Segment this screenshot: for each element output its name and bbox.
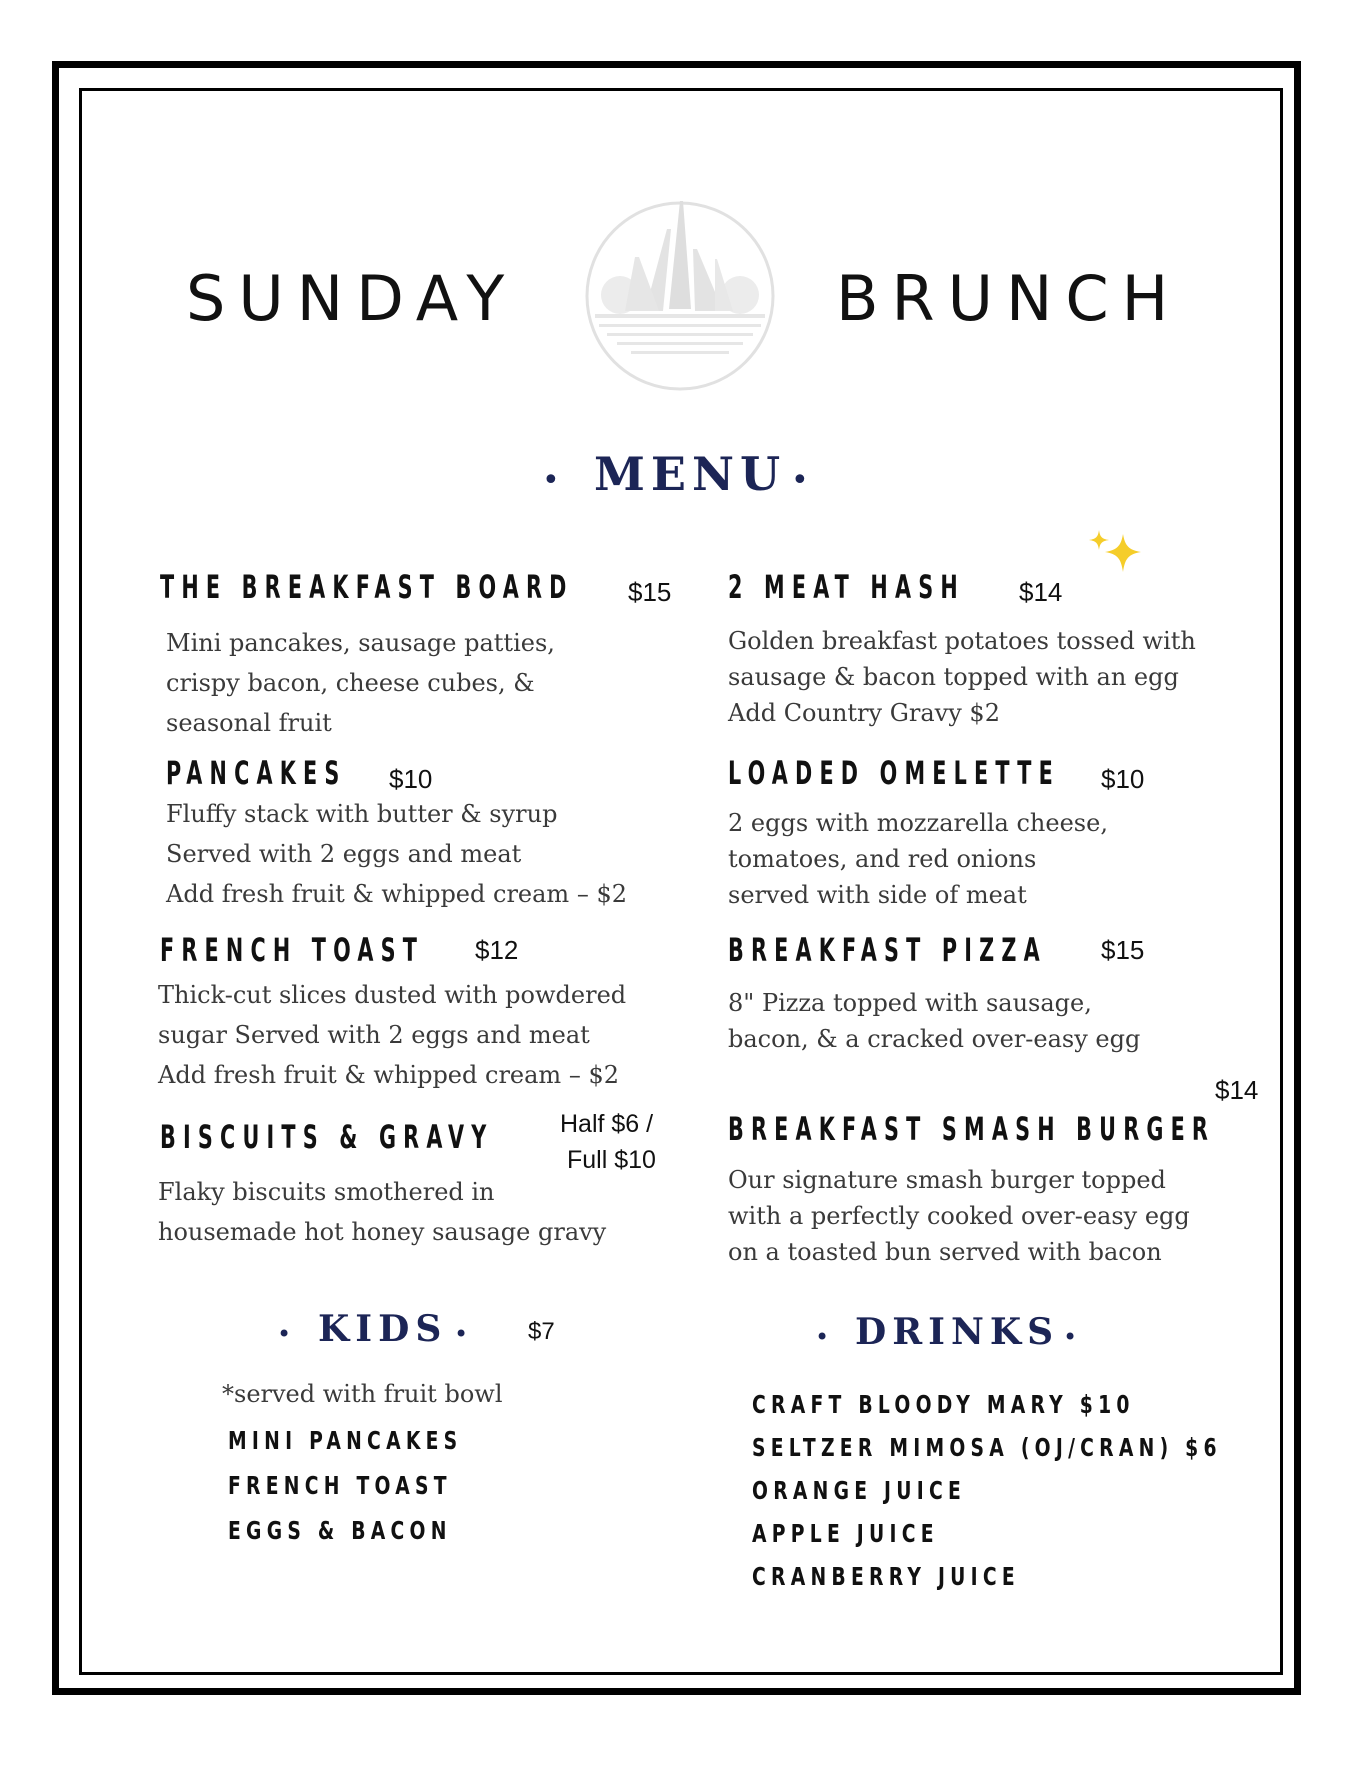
desc-smash-burger — [728, 1162, 1190, 1270]
item-name-meat-hash: 2 MEAT HASH — [728, 568, 965, 606]
desc-line: sugar Served with 2 eggs and meat — [158, 1021, 590, 1049]
drinks-bullet-right: • — [1063, 1323, 1078, 1351]
desc-line: Add fresh fruit & whipped cream – $2 — [158, 1061, 619, 1089]
kids-price: $7 — [528, 1318, 555, 1345]
sparkle-icon — [1085, 528, 1147, 578]
desc-breakfast-board — [166, 623, 555, 743]
price-loaded-omelette: $10 — [1101, 764, 1145, 794]
item-name-breakfast-pizza: BREAKFAST PIZZA — [728, 931, 1047, 969]
item-name-biscuits-gravy: BISCUITS & GRAVY — [160, 1118, 494, 1156]
desc-line: bacon, & a cracked over-easy egg — [728, 1025, 1141, 1053]
desc-breakfast-pizza — [728, 985, 1140, 1057]
price-meat-hash: $14 — [1019, 577, 1063, 607]
kids-item: FRENCH TOAST — [228, 1471, 452, 1500]
kids-heading: KIDS — [318, 1308, 448, 1350]
desc-line: Fluffy stack with butter & syrup — [166, 800, 558, 828]
drinks-item: ORANGE JUICE — [752, 1476, 967, 1505]
drinks-bullet-left: • — [815, 1323, 830, 1351]
item-name-pancakes: PANCAKES — [166, 754, 347, 792]
price-biscuits-gravy-half: Half $6 / — [560, 1110, 654, 1138]
price-smash-burger: $14 — [1215, 1075, 1259, 1105]
kids-bullet-left: • — [277, 1320, 292, 1348]
item-name-breakfast-board: THE BREAKFAST BOARD — [160, 568, 574, 606]
kids-note: *served with fruit bowl — [222, 1380, 503, 1408]
desc-line: Flaky biscuits smothered in — [158, 1178, 495, 1206]
desc-french-toast — [158, 975, 626, 1095]
menu-heading: MENU — [594, 447, 787, 501]
item-name-loaded-omelette: LOADED OMELETTE — [728, 754, 1060, 792]
kids-item: EGGS & BACON — [228, 1516, 452, 1545]
desc-loaded-omelette — [728, 805, 1108, 913]
desc-line: 8" Pizza topped with sausage, — [728, 989, 1092, 1017]
item-name-french-toast: FRENCH TOAST — [160, 931, 425, 969]
desc-line: seasonal fruit — [166, 709, 332, 737]
desc-line: Our signature smash burger topped — [728, 1166, 1166, 1194]
price-breakfast-pizza: $15 — [1101, 935, 1145, 965]
drinks-item: CRANBERRY JUICE — [752, 1562, 1020, 1591]
desc-line: Thick-cut slices dusted with powdered — [158, 981, 627, 1009]
desc-line: 2 eggs with mozzarella cheese, — [728, 809, 1108, 837]
desc-line: Golden breakfast potatoes tossed with — [728, 627, 1196, 655]
desc-line: sausage & bacon topped with an egg — [728, 663, 1179, 691]
sailboat-logo-icon — [583, 199, 777, 393]
desc-line: crispy bacon, cheese cubes, & — [166, 669, 535, 697]
desc-line: Served with 2 eggs and meat — [166, 840, 522, 868]
price-biscuits-gravy-full: Full $10 — [567, 1146, 656, 1174]
desc-pancakes — [166, 794, 627, 914]
menu-bullet-left: • — [542, 463, 560, 498]
item-name-smash-burger: BREAKFAST SMASH BURGER — [728, 1110, 1216, 1148]
title-sunday: SUNDAY — [186, 262, 518, 335]
price-breakfast-board: $15 — [628, 577, 672, 607]
drinks-item: CRAFT BLOODY MARY $10 — [752, 1390, 1135, 1419]
drinks-item: SELTZER MIMOSA (OJ/CRAN) $6 — [752, 1433, 1222, 1462]
desc-line: housemade hot honey sausage gravy — [158, 1218, 607, 1246]
kids-bullet-right: • — [454, 1320, 469, 1348]
price-french-toast: $12 — [475, 935, 519, 965]
drinks-item: APPLE JUICE — [752, 1519, 939, 1548]
desc-line: Mini pancakes, sausage patties, — [166, 629, 555, 657]
desc-line: with a perfectly cooked over-easy egg — [728, 1202, 1190, 1230]
desc-line: Add fresh fruit & whipped cream – $2 — [166, 880, 627, 908]
kids-item: MINI PANCAKES — [228, 1426, 463, 1455]
title-brunch: BRUNCH — [836, 262, 1182, 335]
desc-line: on a toasted bun served with bacon — [728, 1238, 1162, 1266]
desc-line: served with side of meat — [728, 881, 1027, 909]
menu-bullet-right: • — [791, 463, 809, 498]
desc-meat-hash — [728, 623, 1196, 731]
drinks-heading: DRINKS — [855, 1311, 1060, 1353]
desc-line: Add Country Gravy $2 — [728, 699, 1000, 727]
price-pancakes: $10 — [389, 764, 433, 794]
desc-biscuits-gravy — [158, 1172, 606, 1252]
desc-line: tomatoes, and red onions — [728, 845, 1037, 873]
